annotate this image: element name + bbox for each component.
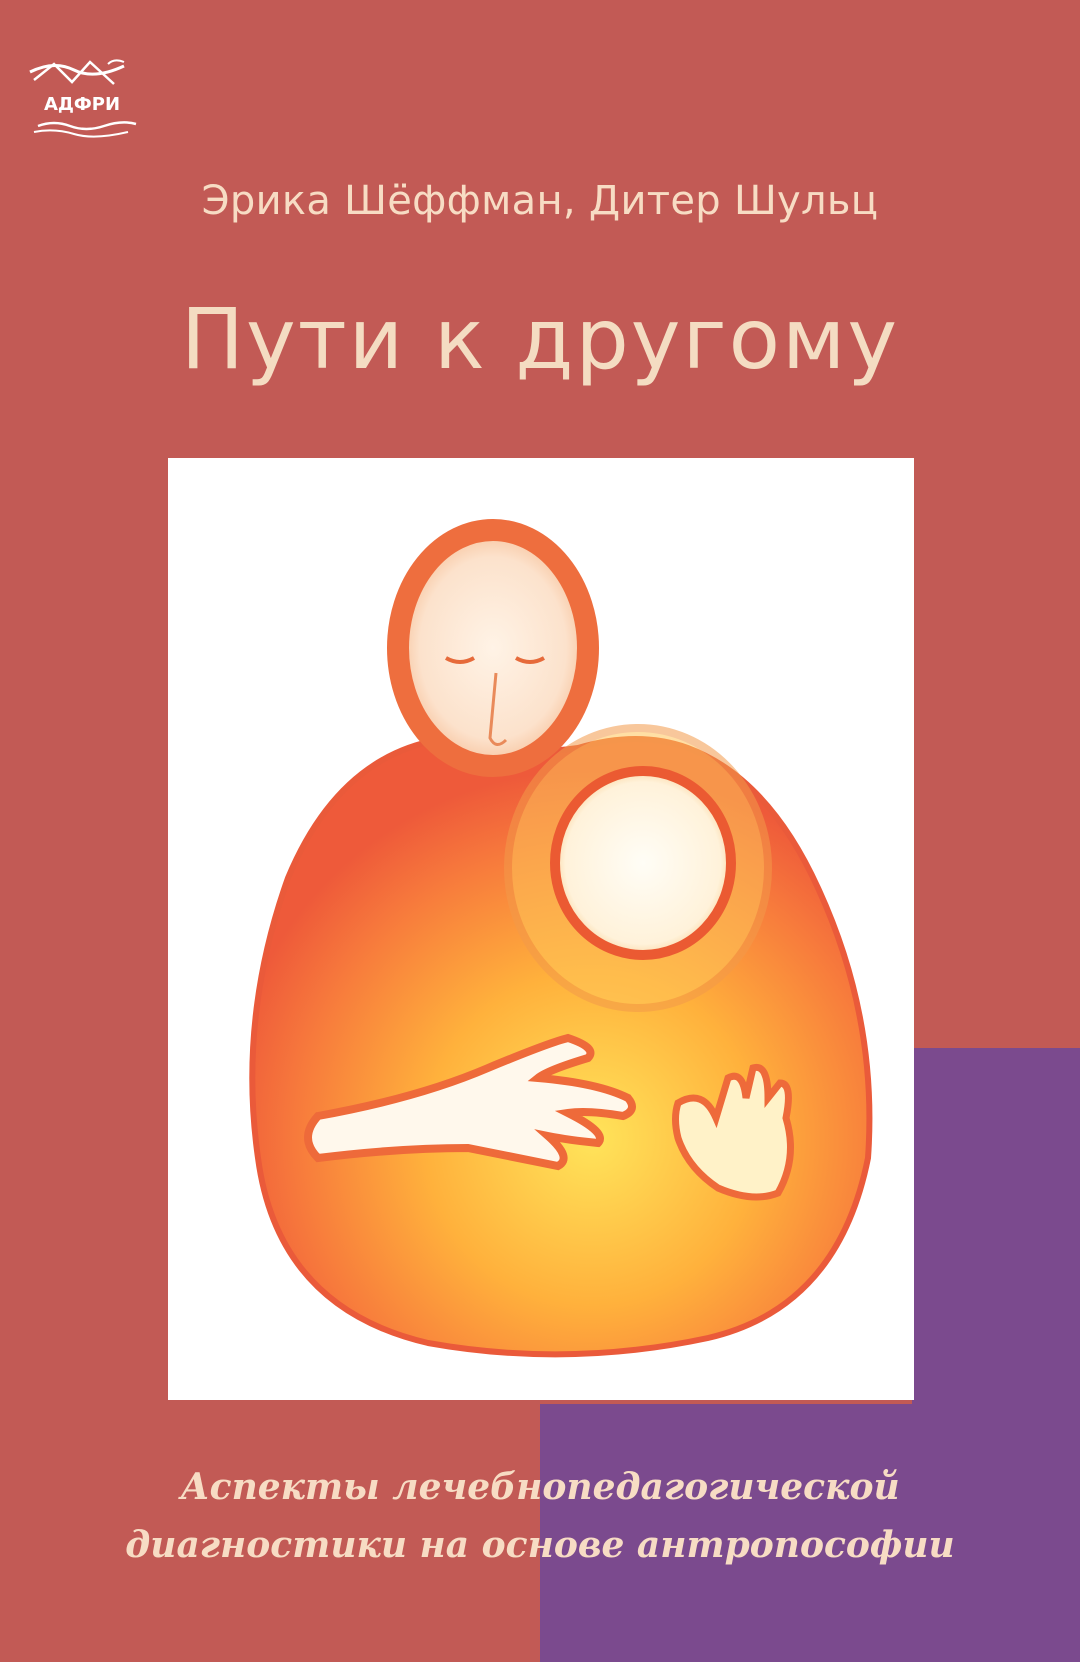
mother-and-child-icon — [168, 458, 914, 1400]
book-title: Пути к другому — [180, 290, 900, 388]
subtitle-line-2: диагностики на основе антропософии — [125, 1524, 955, 1566]
book-subtitle — [0, 1458, 1080, 1574]
publisher-logo — [24, 50, 140, 138]
authors: Эрика Шёффман, Дитер Шульц — [201, 178, 879, 224]
publisher-logo-text: АДФРИ — [43, 94, 121, 115]
subtitle-line-1: Аспекты лечебнопедагогической — [180, 1466, 900, 1508]
publisher-logo-icon — [24, 50, 140, 138]
accent-block-right — [912, 1048, 1080, 1428]
cover-illustration — [168, 458, 914, 1400]
